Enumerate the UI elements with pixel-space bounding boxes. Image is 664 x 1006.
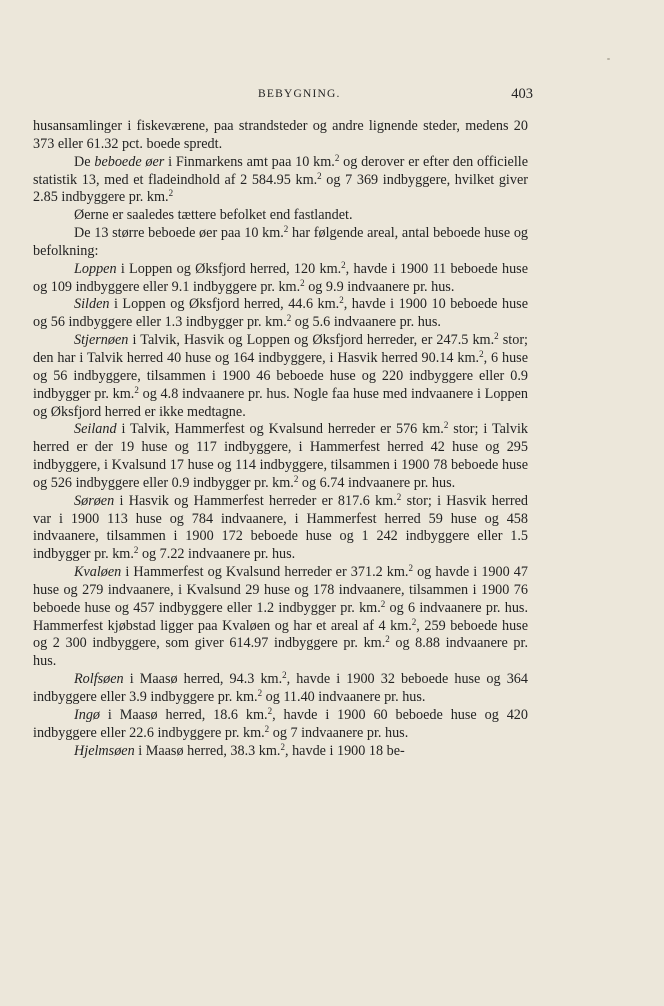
superscript: 2 bbox=[339, 295, 344, 306]
text-run: og 4.8 indvaanere pr. hus. Nogle faa huse med indvaanere i Loppen og Øksfjord herred er ikke medtagne. bbox=[33, 385, 528, 420]
text-run: i Maasø herred, 18.6 km. bbox=[100, 706, 268, 723]
text-run: stor; i Talvik herred er der 19 huse og 117 indbyggere, i Hammerfest herred 42 huse og 295 indbyggere, i Kvalsund 17 huse og 114 indbyggere, tilsammen i 1900 78 beboede huse og 526 indbyggere eller 0.9 indbygger pr. km. bbox=[33, 421, 528, 491]
superscript: 2 bbox=[443, 420, 449, 431]
superscript: 2 bbox=[317, 170, 322, 181]
text-run: har følgende areal, antal beboede huse og befolkning: bbox=[33, 225, 529, 259]
italic-term: Sørøen bbox=[74, 492, 115, 509]
italic-term: beboede øer bbox=[94, 153, 165, 170]
running-title: BEBYGNING. bbox=[258, 88, 341, 100]
text-run: i Hasvik og Hammerfest herreder er 817.6 km. bbox=[114, 492, 397, 509]
superscript: 2 bbox=[396, 491, 402, 502]
paragraph bbox=[33, 225, 528, 261]
superscript: 2 bbox=[133, 545, 139, 556]
italic-term: Stjernøen bbox=[74, 332, 129, 349]
paragraph bbox=[33, 296, 528, 332]
superscript: 2 bbox=[286, 313, 292, 324]
paragraph bbox=[33, 671, 528, 707]
text-run: og havde i 1900 47 huse og 279 indvaanere, i Kvalsund 29 huse og 178 indvaanere, tilsammen i 1900 76 beboede huse og 457 indbyggere eller 1.2 indbygger pr. km. bbox=[33, 564, 528, 616]
page-number: 403 bbox=[511, 86, 533, 102]
text-run: og derover er efter den officielle statistik 13, med et fladeindhold af 2 584.95 km. bbox=[33, 153, 528, 188]
text-run: og 8.88 indvaanere pr. hus. bbox=[33, 635, 528, 670]
italic-term: Rolfsøen bbox=[74, 671, 124, 688]
text-run: og 6 indvaanere pr. hus. Hammerfest kjøbstad ligger paa Kvaløen og har et areal af 4 km. bbox=[33, 599, 528, 634]
italic-term: Kvaløen bbox=[74, 564, 122, 581]
superscript: 2 bbox=[282, 670, 287, 681]
text-run: , havde i 1900 60 beboede huse og 420 indbyggere eller 22.6 indbyggere pr. km. bbox=[33, 706, 528, 741]
body-text bbox=[33, 118, 528, 760]
paragraph bbox=[33, 207, 528, 225]
superscript: 2 bbox=[380, 598, 386, 609]
text-run: , havde i 1900 11 beboede huse og 109 indbyggere eller 9.1 indbyggere pr. km. bbox=[33, 260, 528, 295]
text-run: , havde i 1900 10 beboede huse og 56 indbyggere eller 1.3 indbygger pr. km. bbox=[33, 296, 528, 331]
superscript: 2 bbox=[257, 688, 263, 698]
superscript: 2 bbox=[494, 331, 499, 342]
italic-term: Hjelmsøen bbox=[74, 742, 135, 759]
superscript: 2 bbox=[134, 384, 139, 395]
paragraph bbox=[33, 118, 528, 154]
text-run: De bbox=[74, 153, 95, 170]
text-run: i Finmarkens amt paa 10 km. bbox=[164, 153, 335, 170]
superscript: 2 bbox=[479, 348, 484, 359]
text-run: i Hammerfest og Kvalsund herreder er 371.2 km. bbox=[121, 564, 409, 581]
text-run: i Maasø herred, 94.3 km. bbox=[123, 671, 283, 688]
text-run: i Maasø herred, 38.3 km. bbox=[134, 742, 281, 759]
text-run: i Talvik, Hasvik og Loppen og Øksfjord herreder, er 247.5 km. bbox=[128, 332, 495, 349]
text-run: , havde i 1900 32 beboede huse og 364 indbyggere eller 3.9 indbyggere pr. km. bbox=[33, 671, 528, 705]
paragraph bbox=[33, 332, 528, 421]
text-run: , 6 huse og 56 indbyggere, tilsammen i 1900 46 beboede huse og 220 indbyggere eller 0.9 indbygger pr. km. bbox=[33, 349, 528, 402]
paragraph bbox=[33, 707, 528, 743]
superscript: 2 bbox=[341, 259, 346, 270]
text-run: og 7 369 indbyggere, hvilket giver 2.85 indbyggere pr. km. bbox=[33, 171, 528, 206]
superscript: 2 bbox=[385, 634, 390, 645]
text-run: og 6.74 indvaanere pr. hus. bbox=[298, 474, 456, 491]
superscript: 2 bbox=[408, 563, 413, 574]
superscript: 2 bbox=[283, 224, 289, 235]
page-header bbox=[33, 86, 533, 106]
paragraph bbox=[33, 154, 528, 208]
italic-term: Seiland bbox=[74, 421, 117, 438]
text-run: i Loppen og Øksfjord herred, 120 km. bbox=[116, 260, 342, 277]
text-run: og 9.9 indvaanere pr. hus. bbox=[304, 278, 455, 295]
superscript: 2 bbox=[300, 277, 305, 288]
text-run: , havde i 1900 18 be- bbox=[284, 742, 405, 759]
text-run: De 13 større beboede øer paa 10 km. bbox=[74, 225, 284, 242]
paragraph bbox=[33, 493, 528, 564]
text-run: Øerne er saaledes tættere befolket end fastlandet. bbox=[74, 207, 353, 224]
paper-speck bbox=[607, 58, 610, 60]
paragraph bbox=[33, 564, 528, 671]
superscript: 2 bbox=[293, 473, 299, 484]
text-run: i Talvik, Hammerfest og Kvalsund herreder er 576 km. bbox=[116, 421, 444, 438]
italic-term: Loppen bbox=[74, 260, 117, 277]
text-run: stor; den har i Talvik herred 40 huse og 164 indbyggere, i Hasvik herred 90.14 km. bbox=[33, 332, 528, 366]
superscript: 2 bbox=[280, 741, 285, 752]
superscript: 2 bbox=[334, 152, 340, 163]
text-run: stor; i Hasvik herred var i 1900 113 huse og 784 indvaanere, i Hammerfest herred 59 huse og 458 indvaanere, tilsammen i 1900 172 beboede huse og 1 242 indbyggere eller 1.5 indbygger pr. km. bbox=[33, 492, 528, 563]
paragraph bbox=[33, 261, 528, 297]
text-run: husansamlinger i fiskeværene, paa strandsteder og andre lignende steder, medens 20 373 eller 61.32 pct. boede spredt. bbox=[33, 118, 528, 152]
superscript: 2 bbox=[168, 188, 174, 199]
superscript: 2 bbox=[267, 705, 273, 716]
text-run: , 259 beboede huse og 2 300 indbyggere, som giver 614.97 indbyggere pr. km. bbox=[33, 617, 528, 652]
text-run: og 7 indvaanere pr. hus. bbox=[269, 724, 409, 741]
text-run: og 7.22 indvaanere pr. hus. bbox=[138, 546, 296, 563]
text-run: og 5.6 indvaanere pr. hus. bbox=[291, 314, 441, 331]
text-run: og 11.40 indvaanere pr. hus. bbox=[262, 689, 426, 705]
superscript: 2 bbox=[411, 616, 417, 627]
paragraph bbox=[33, 421, 528, 492]
italic-term: Silden bbox=[74, 296, 110, 313]
paragraph bbox=[33, 743, 528, 761]
text-run: i Loppen og Øksfjord herred, 44.6 km. bbox=[109, 296, 340, 313]
italic-term: Ingø bbox=[74, 706, 101, 723]
superscript: 2 bbox=[264, 723, 270, 734]
